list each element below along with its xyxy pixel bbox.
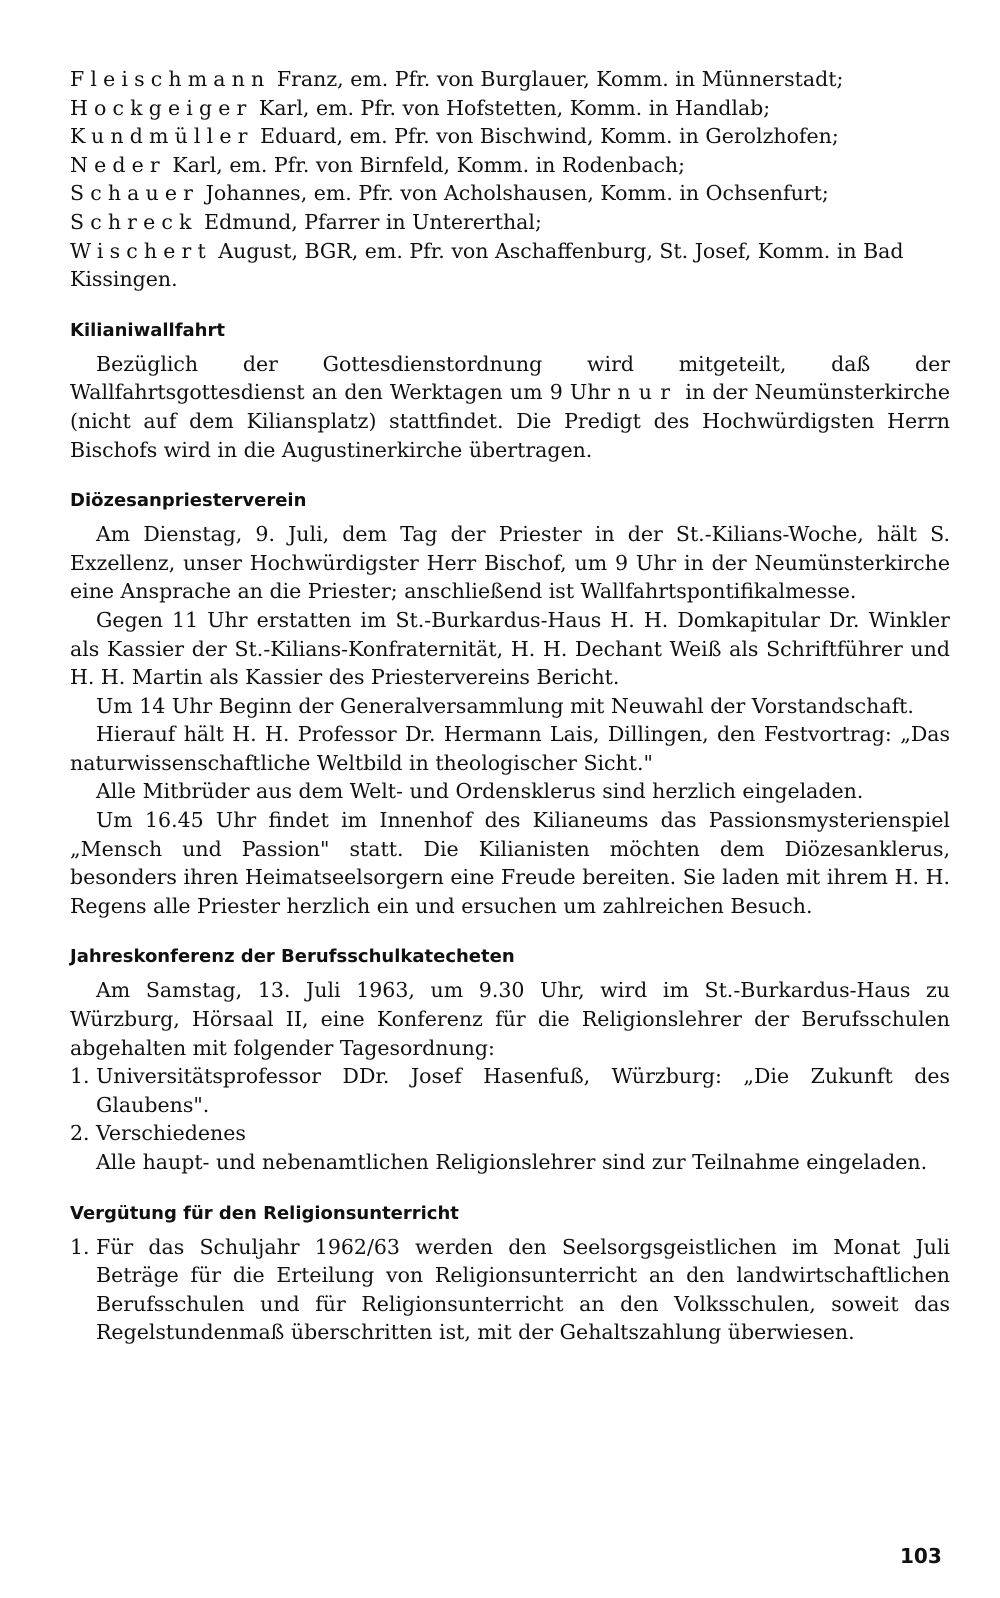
section-kilianiwallfahrt: [70, 318, 950, 464]
entry-text: Johannes, em. Pfr. von Acholshausen, Komm. in Ochsenfurt;: [199, 181, 829, 206]
list-item: [70, 208, 950, 237]
list-item: [70, 179, 950, 208]
paragraph-text: Bezüglich der Gottesdienstordnung wird mitgeteilt, daß der Wallfahrtsgottesdienst an den Werktagen um 9 Uhr: [70, 351, 950, 405]
paragraph: Gegen 11 Uhr erstatten im St.-Burkardus-Haus H. H. Domkapitular Dr. Winkler als Kassier der St.-Kilians-Konfraternität, H. H. Dechant Weiß als Schriftführer und H. H. Martin als Kassier des Priestervereins Bericht.: [70, 607, 950, 690]
numbered-item: [70, 1233, 950, 1347]
item-number: 1.: [70, 1234, 90, 1259]
section-priesterverein: [70, 488, 950, 920]
paragraph: Alle Mitbrüder aus dem Welt- und Ordensklerus sind herzlich eingeladen.: [96, 779, 864, 804]
item-number: 2.: [70, 1121, 90, 1146]
section-heading: Kilianiwallfahrt: [70, 319, 225, 341]
agenda-item: [70, 1062, 950, 1119]
person-name: Schauer: [70, 181, 200, 206]
entry-text: Edmund, Pfarrer in Untererthal;: [197, 209, 542, 234]
paragraph: [70, 350, 950, 464]
entry-text: Eduard, em. Pfr. von Bischwind, Komm. in Gerolzhofen;: [253, 124, 839, 149]
person-name: Neder: [70, 152, 166, 177]
person-name: Wischert: [70, 238, 212, 263]
person-name: Fleischmann: [70, 67, 271, 91]
item-text: Universitätsprofessor DDr. Josef Hasenfuß, Würzburg: „Die Zukunft des Glaubens".: [96, 1064, 950, 1117]
page-content: [70, 65, 950, 1347]
item-text: Verschiedenes: [96, 1121, 246, 1146]
paragraph: Um 14 Uhr Beginn der Generalversammlung mit Neuwahl der Vorstandschaft.: [96, 693, 914, 718]
list-item: [70, 122, 950, 151]
entry-text: Karl, em. Pfr. von Birnfeld, Komm. in Rodenbach;: [165, 152, 686, 177]
section-heading: Vergütung für den Religionsunterricht: [70, 1202, 459, 1224]
paragraph: Hierauf hält H. H. Professor Dr. Hermann Lais, Dillingen, den Festvortrag: „Das naturwissenschaftliche Weltbild in theologischer Sicht.": [70, 722, 950, 775]
paragraph: Am Samstag, 13. Juli 1963, um 9.30 Uhr, wird im St.-Burkardus-Haus zu Würzburg, Hörsaal II, eine Konferenz für die Religionslehrer der Berufsschulen abgehalten mit folgender Tagesordnung:: [70, 978, 950, 1060]
person-name: Hockgeiger: [70, 95, 253, 120]
agenda-item: [70, 1119, 950, 1148]
paragraph: Alle haupt- und nebenamtlichen Religionslehrer sind zur Teilnahme eingeladen.: [96, 1150, 928, 1174]
list-item: [70, 65, 950, 94]
list-item: [70, 94, 950, 123]
item-text: Für das Schuljahr 1962/63 werden den Seelsorgsgeistlichen im Monat Juli Beträge für die Erteilung von Religionsunterricht an den landwirtschaftlichen Berufsschulen und für Religionsunterricht an den Volksschulen, soweit das Regelstundenmaß überschritten ist, mit der Gehaltszahlung überwiesen.: [96, 1234, 950, 1345]
entry-text: August, BGR, em. Pfr. von Aschaffenburg, St. Josef, Komm. in Bad Kissingen.: [70, 238, 904, 292]
appointment-list: [70, 65, 950, 294]
list-item: [70, 151, 950, 180]
entry-text: Karl, em. Pfr. von Hofstetten, Komm. in Handlab;: [252, 95, 771, 120]
paragraph: Um 16.45 Uhr findet im Innenhof des Kilianeums das Passionsmysterienspiel „Mensch und Passion" statt. Die Kilianisten möchten dem Diözesanklerus, besonders ihren Heimatseelsorgern eine Freude bereiten. Sie laden mit ihrem H. H. Regens alle Priester herzlich ein und ersuchen um zahlreichen Besuch.: [70, 808, 950, 918]
paragraph: Am Dienstag, 9. Juli, dem Tag der Priester in der St.-Kilians-Woche, hält S. Exzellenz, unser Hochwürdigster Herr Bischof, um 9 Uhr in der Neumünsterkirche eine Ansprache an die Priester; anschließend ist Wallfahrtspontifikalmesse.: [70, 522, 950, 604]
entry-text: Franz, em. Pfr. von Burglauer, Komm. in Münnerstadt;: [270, 67, 844, 91]
section-verguetung: [70, 1201, 950, 1347]
section-heading: Jahreskonferenz der Berufsschulkatecheten: [70, 946, 515, 968]
person-name: Schreck: [70, 209, 198, 234]
section-jahreskonferenz: [70, 944, 950, 1176]
list-item: [70, 237, 950, 294]
emphasis-word: nur: [617, 380, 679, 405]
item-number: 1.: [70, 1064, 90, 1089]
paragraph-text: in der Neumünsterkirche (nicht auf dem Kiliansplatz) stattfindet. Die Predigt des Hochwürdigsten Herrn Bischofs wird in die Augustinerkirche übertragen.: [70, 380, 950, 462]
page-number: 103: [900, 1544, 942, 1568]
person-name: Kundmüller: [70, 124, 254, 149]
section-heading: Diözesanpriesterverein: [70, 490, 307, 512]
